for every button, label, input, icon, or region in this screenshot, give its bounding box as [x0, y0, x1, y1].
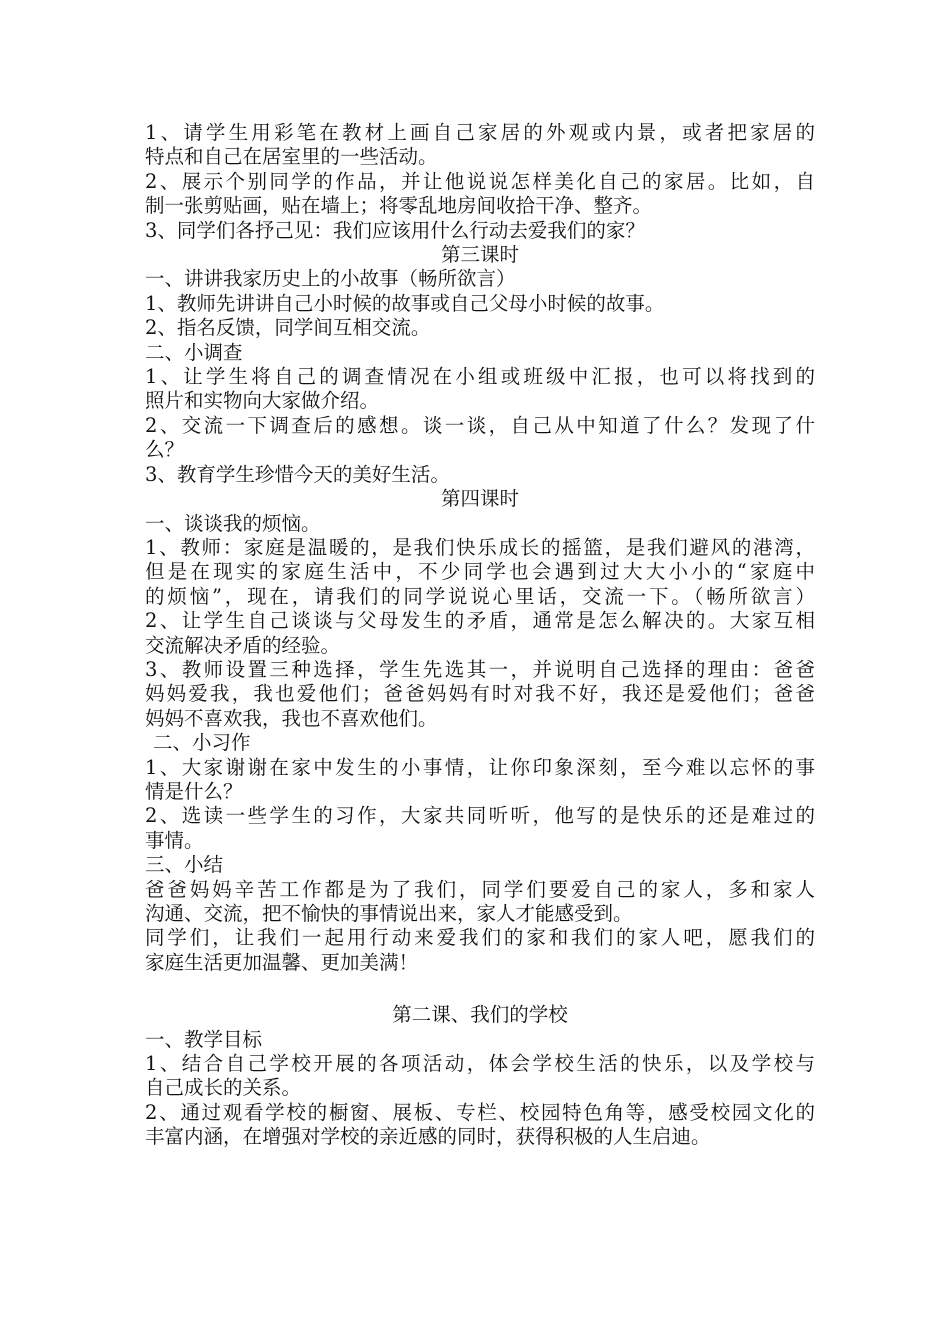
- text-line: 2、让学生自己谈谈与父母发生的矛盾，通常是怎么解决的。大家互相: [145, 609, 815, 633]
- text-line: 2、交流一下调查后的感想。谈一谈，自己从中知道了什么？发现了什: [145, 413, 815, 437]
- text-line: 情是什么？: [145, 779, 243, 803]
- paragraph-gap: [145, 975, 815, 1003]
- text-line: 制一张剪贴画，贴在墙上；将零乱地房间收拾干净、整齐。: [145, 194, 653, 218]
- text-line: 2、指名反馈，同学间互相交流。: [145, 316, 431, 340]
- text-line: 3、教育学生珍惜今天的美好生活。: [145, 462, 450, 486]
- text-line: 爸爸妈妈辛苦工作都是为了我们，同学们要爱自己的家人，多和家人: [145, 877, 815, 901]
- text-line: 丰富内涵，在增强对学校的亲近感的同时，获得积极的人生启迪。: [145, 1125, 711, 1149]
- text-line: 自己成长的关系。: [145, 1076, 302, 1100]
- text-line: 1、让学生将自己的调查情况在小组或班级中汇报，也可以将找到的: [145, 365, 815, 389]
- text-line: 2、通过观看学校的橱窗、展板、专栏、校园特色角等，感受校园文化的: [145, 1100, 815, 1124]
- text-line: 交流解决矛盾的经验。: [145, 633, 341, 657]
- subsection-heading: 一、教学目标: [145, 1027, 263, 1051]
- text-line: 家庭生活更加温馨、更加美满！: [145, 950, 419, 974]
- text-line: 同学们，让我们一起用行动来爱我们的家和我们的家人吧，愿我们的: [145, 926, 815, 950]
- text-line: 1、教师：家庭是温暖的，是我们快乐成长的摇篮，是我们避风的港湾，: [145, 535, 815, 559]
- subsection-heading: 三、小结: [145, 853, 224, 877]
- text-line: 妈妈不喜欢我，我也不喜欢他们。: [145, 706, 438, 730]
- text-line: 1、请学生用彩笔在教材上画自己家居的外观或内景，或者把家居的: [145, 121, 815, 144]
- text-line: 的烦恼”，现在，请我们的同学说说心里话，交流一下。（畅所欲言）: [145, 584, 815, 608]
- text-line: 2、展示个别同学的作品，并让他说说怎样美化自己的家居。比如，自: [145, 169, 815, 193]
- section-heading: 第四课时: [440, 487, 519, 511]
- text-line: 但是在现实的家庭生活中，不少同学也会遇到过大大小小的“家庭中: [145, 560, 815, 584]
- text-line: 沟通、交流，把不愉快的事情说出来，家人才能感受到。: [145, 902, 633, 925]
- text-line: 3、同学们各抒己见：我们应该用什么行动去爱我们的家？: [145, 218, 645, 242]
- text-line: 3、教师设置三种选择，学生先选其一，并说明自己选择的理由：爸爸: [145, 657, 815, 681]
- text-line: 1、教师先讲讲自己小时候的故事或自己父母小时候的故事。: [145, 291, 665, 315]
- subsection-heading: 一、讲讲我家历史上的小故事（畅所欲言）: [145, 267, 516, 291]
- subsection-heading: 二、小习作: [153, 731, 251, 755]
- text-line: 2、选读一些学生的习作，大家共同听听，他写的是快乐的还是难过的: [145, 804, 815, 828]
- document-page: [145, 121, 815, 1150]
- subsection-heading: 一、谈谈我的烦恼。: [145, 511, 321, 535]
- text-line: 1、大家谢谢在家中发生的小事情，让你印象深刻，至今难以忘怀的事: [145, 755, 815, 779]
- text-line: 事情。: [145, 828, 204, 852]
- text-line: 妈妈爱我，我也爱他们；爸爸妈妈有时对我不好，我还是爱他们；爸爸: [145, 682, 815, 706]
- subsection-heading: 二、小调查: [145, 340, 243, 364]
- text-line: 特点和自己在居室里的一些活动。: [145, 145, 438, 169]
- section-heading: 第三课时: [440, 243, 519, 267]
- text-line: 么？: [145, 438, 185, 462]
- text-line: 照片和实物向大家做介绍。: [145, 389, 380, 413]
- text-line: 1、结合自己学校开展的各项活动，体会学校生活的快乐，以及学校与: [145, 1052, 815, 1076]
- lesson-title: 第二课、我们的学校: [392, 1003, 568, 1027]
